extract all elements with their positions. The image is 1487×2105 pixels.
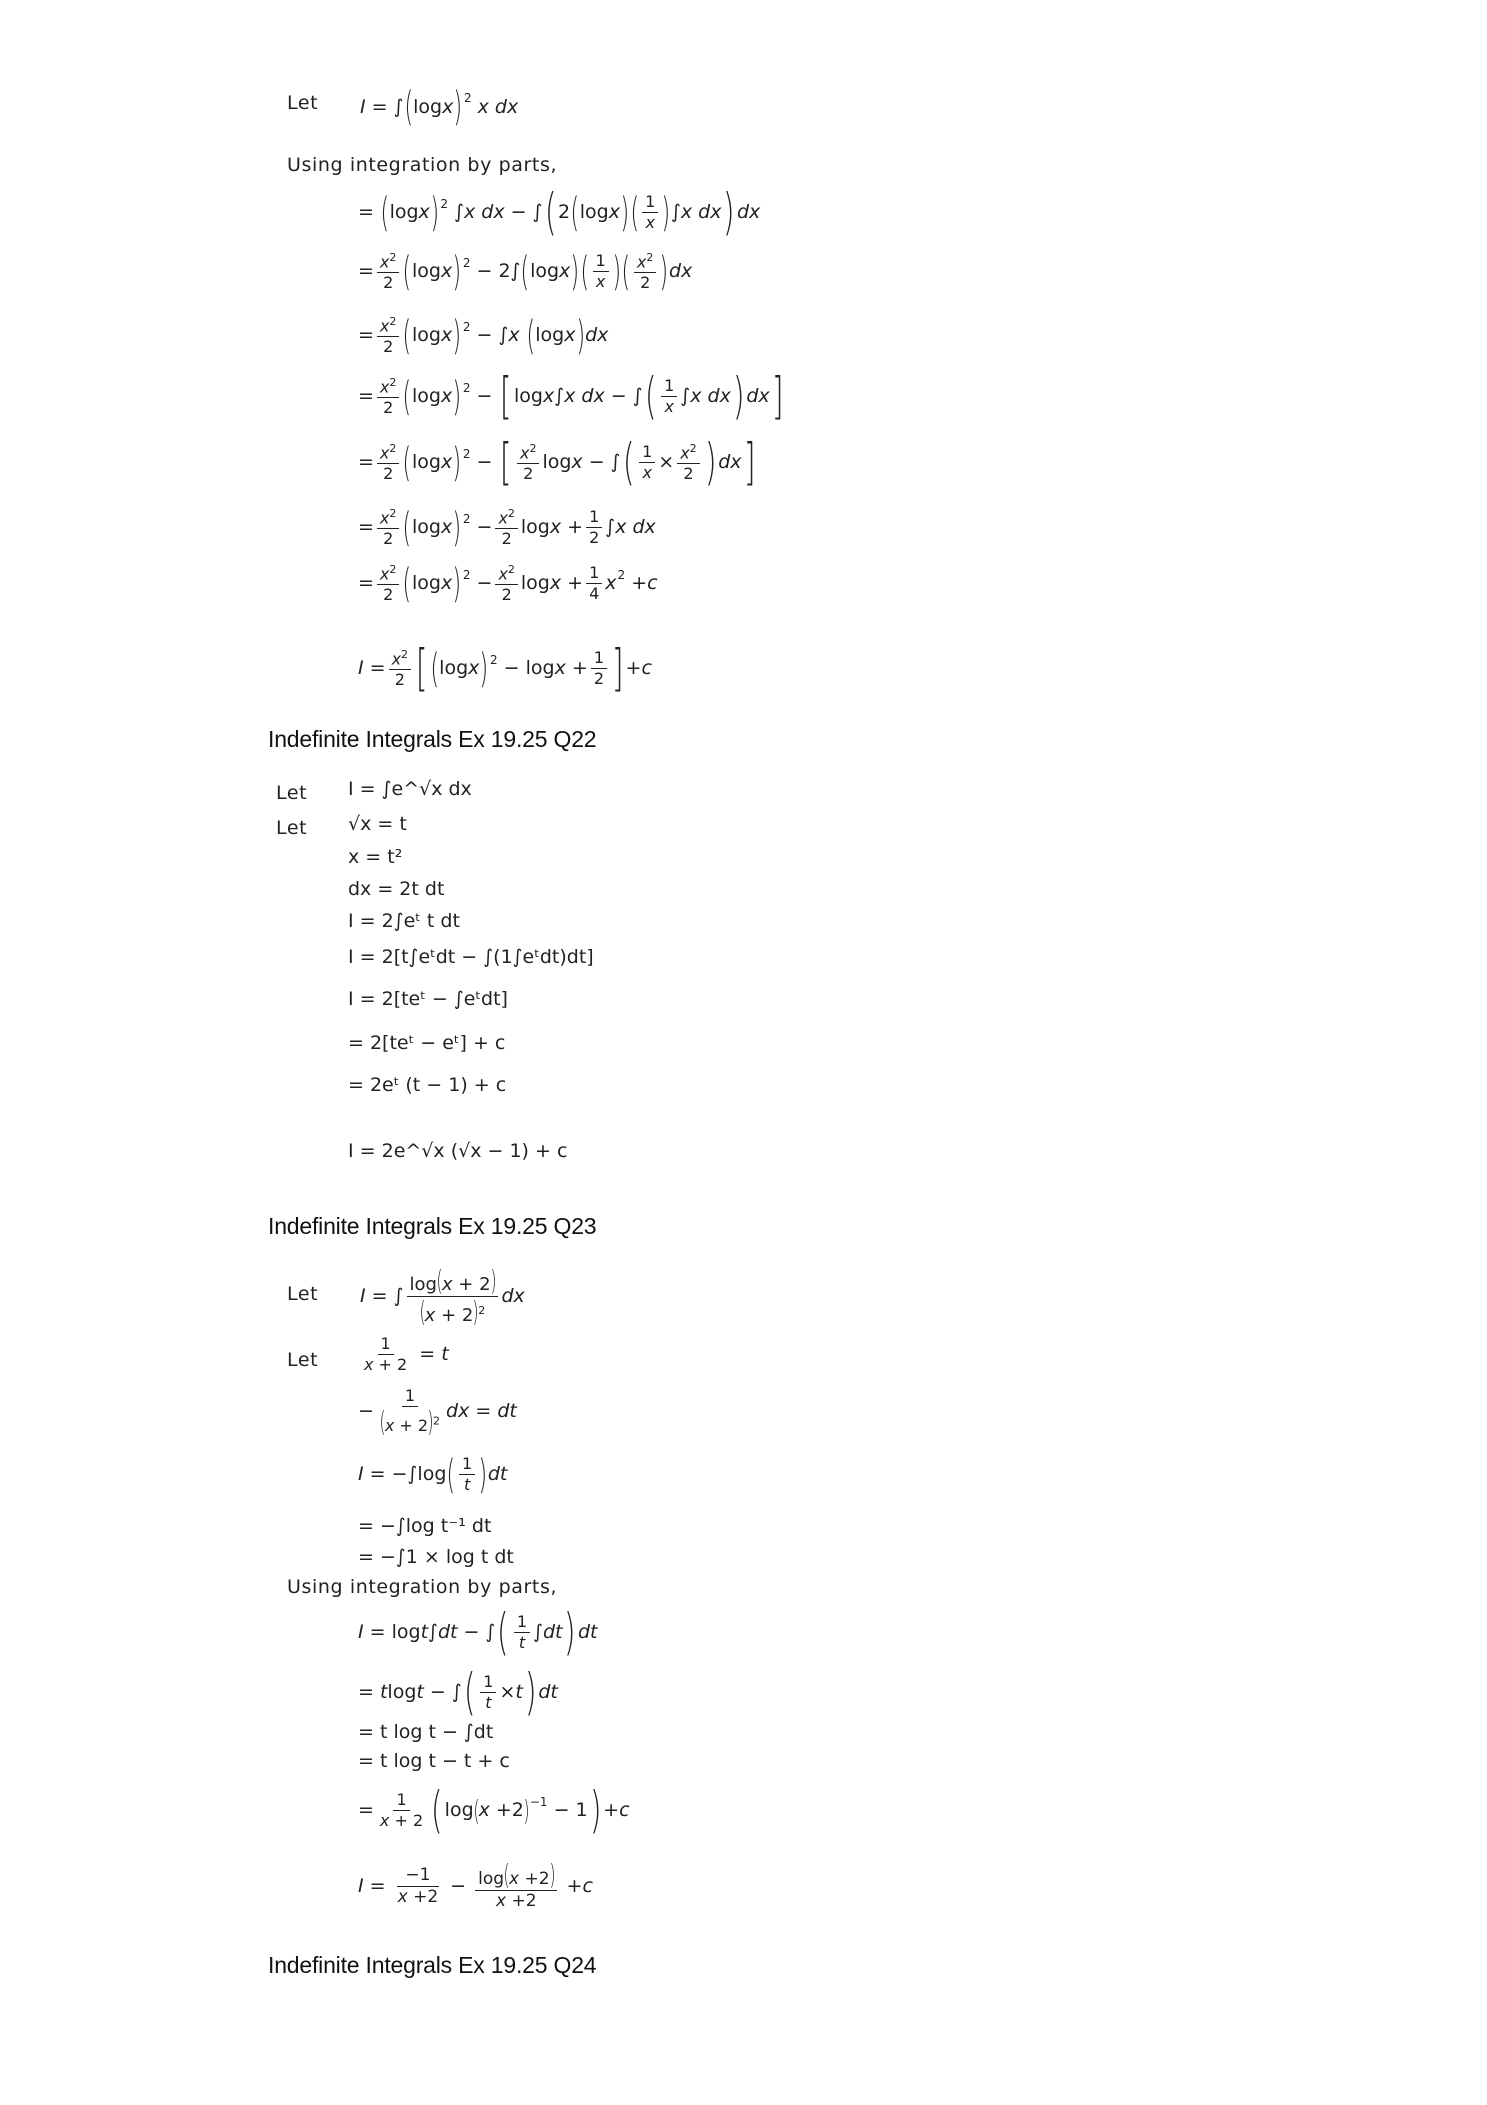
equation: = $\frac{1}{x + 2}$ ( log ( x +2 ) −1 − 1 ) + c xyxy=(358,1781,630,1839)
equation: = −∫log t⁻¹ dt xyxy=(358,1515,492,1537)
equation: I = ∫ ( log x ) 2 x dx xyxy=(360,84,519,130)
section-heading: Indefinite Integrals Ex 19.25 Q23 xyxy=(268,1213,597,1239)
parts-label: Using integration by parts, xyxy=(287,154,558,176)
let-label: Let xyxy=(287,92,319,114)
equation: = t log t − ∫dt xyxy=(358,1721,494,1743)
let-label: Let xyxy=(287,1349,319,1371)
equation: = 2eᵗ (t − 1) + c xyxy=(348,1074,507,1096)
equation: = $\frac{x^2}{2}$ ( log x ) 2 − [ log x ∫ x dx − ∫ ( $\frac{1}{x}$ ∫ x dx ) dx ] xyxy=(358,367,784,425)
equation: = −∫1 × log t dt xyxy=(358,1546,514,1568)
equation: = $\frac{x^2}{2}$ ( log x ) 2 − 2∫ ( log x ) ( $\frac{1}{x}$ ) ( $\frac{x^2}{2}$ ) dx xyxy=(358,248,693,295)
let-label: Let xyxy=(276,817,308,839)
equation: = t log t − t + c xyxy=(358,1750,510,1772)
equation: I = 2[teᵗ − ∫eᵗdt] xyxy=(348,988,508,1010)
equation: I = 2e^√x (√x − 1) + c xyxy=(348,1140,568,1162)
equation: = $\frac{x^2}{2}$ ( log x ) 2 − $\frac{x^2}{2}$ log x + $\frac{1}{2}$ ∫ x dx xyxy=(358,504,656,551)
let-label: Let xyxy=(276,782,308,804)
equation: $\frac{1}{x + 2}$ = t xyxy=(364,1334,449,1374)
parts-label: Using integration by parts, xyxy=(287,1576,558,1598)
equation: I = 2∫eᵗ t dt xyxy=(348,910,460,932)
section-heading: Indefinite Integrals Ex 19.25 Q24 xyxy=(268,1952,597,1978)
equation: I = $\frac{-1}{x +2}$ − $\frac{\log(x +2)}{x +2}$ + c xyxy=(358,1858,593,1911)
equation: = $\frac{x^2}{2}$ ( log x ) 2 − ∫ x ( log x ) dx xyxy=(358,312,609,359)
equation: = $\frac{x^2}{2}$ ( log x ) 2 − [ $\frac{x^2}{2}$ log x − ∫ ( $\frac{1}{x}$ × $\frac{x^2}{2}$ ) dx ] xyxy=(358,433,756,491)
equation: I = −∫log ( $\frac{1}{t}$ ) dt xyxy=(358,1451,508,1498)
equation: √x = t xyxy=(348,813,407,835)
section-heading: Indefinite Integrals Ex 19.25 Q22 xyxy=(268,726,597,752)
equation: = 2[teᵗ − eᵗ] + c xyxy=(348,1032,506,1054)
equation: I = log t ∫ dt − ∫ ( $\frac{1}{t}$ ∫ dt ) dt xyxy=(358,1603,598,1661)
equation: I = $\frac{x^2}{2}$ [ ( log x ) 2 − log x + $\frac{1}{2}$ ] + c xyxy=(358,639,652,697)
let-label: Let xyxy=(287,1283,319,1305)
equation: = ( log x ) 2 ∫ x dx − ∫ ( 2 ( log x ) ( $\frac{1}{x}$ ) ∫ x dx ) dx xyxy=(358,183,761,241)
equation: x = t² xyxy=(348,846,403,868)
equation: − $\frac{1}{(x + 2)^2}$ dx = dt xyxy=(358,1386,517,1438)
equation: I = ∫e^√x dx xyxy=(348,778,472,800)
equation: I = 2[t∫eᵗdt − ∫(1∫eᵗdt)dt] xyxy=(348,946,594,968)
equation: I = ∫ $\frac{\log(x + 2)}{(x + 2)^2}$ dx xyxy=(360,1264,525,1328)
equation: dx = 2t dt xyxy=(348,878,445,900)
equation: = $\frac{x^2}{2}$ ( log x ) 2 − $\frac{x^2}{2}$ log x + $\frac{1}{4}$ x 2 + c xyxy=(358,560,658,607)
equation: = t log t − ∫ ( $\frac{1}{t}$ × t ) dt xyxy=(358,1663,558,1721)
